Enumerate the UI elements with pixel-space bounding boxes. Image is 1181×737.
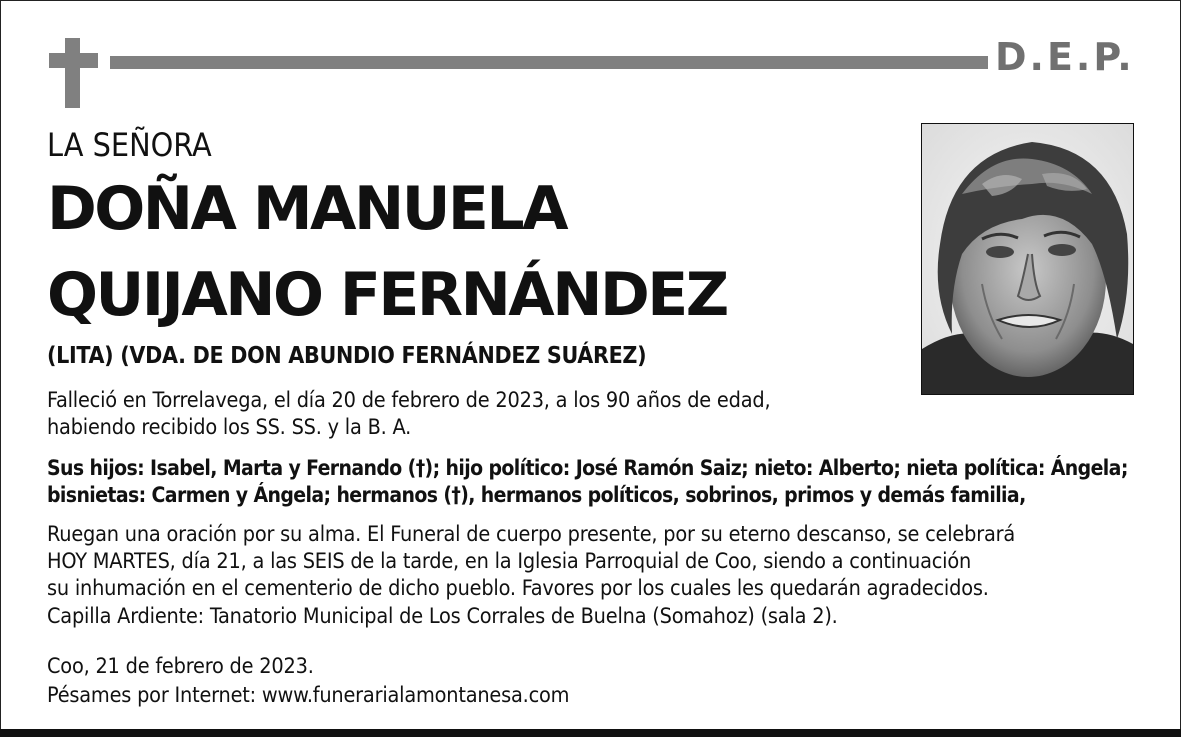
honorific-label: LA SEÑORA <box>47 126 212 164</box>
portrait-image <box>922 124 1133 394</box>
condolences-line: Pésames por Internet: www.funerarialamontanesa.com <box>47 683 570 708</box>
header-rule <box>110 56 988 69</box>
alias-line: (LITA) (VDA. DE DON ABUNDIO FERNÁNDEZ SUÁREZ) <box>47 343 647 369</box>
portrait-photo <box>921 123 1134 395</box>
death-info-line: habiendo recibido los SS. SS. y la B. A. <box>47 415 412 440</box>
funeral-info-line: HOY MARTES, día 21, a las SEIS de la tarde, en la Iglesia Parroquial de Coo, siendo a continuación <box>47 549 972 574</box>
funeral-info-line: Capilla Ardiente: Tanatorio Municipal de Los Corrales de Buelna (Somahoz) (sala 2). <box>47 604 838 629</box>
death-info-line: Falleció en Torrelavega, el día 20 de febrero de 2023, a los 90 años de edad, <box>47 388 771 413</box>
deceased-name-line2: QUIJANO FERNÁNDEZ <box>47 260 727 330</box>
dep-label: D.E.P. <box>995 35 1135 79</box>
cross-icon-bar <box>49 53 98 68</box>
family-line: bisnietas: Carmen y Ángela; hermanos (†), hermanos políticos, sobrinos, primos y demás familia, <box>47 483 1026 507</box>
funeral-info-line: Ruegan una oración por su alma. El Funeral de cuerpo presente, por su eterno descanso, se celebrará <box>47 522 1016 547</box>
deceased-name-line1: DOÑA MANUELA <box>47 174 567 244</box>
cross-icon <box>65 38 80 108</box>
bottom-rule <box>0 729 1181 737</box>
place-date: Coo, 21 de febrero de 2023. <box>47 654 314 679</box>
family-line: Sus hijos: Isabel, Marta y Fernando (†); hijo político: José Ramón Saiz; nieto: Alberto; nieta política: Ángela; <box>47 456 1128 480</box>
funeral-info-line: su inhumación en el cementerio de dicho pueblo. Favores por los cuales les quedarán agradecidos. <box>47 576 989 601</box>
